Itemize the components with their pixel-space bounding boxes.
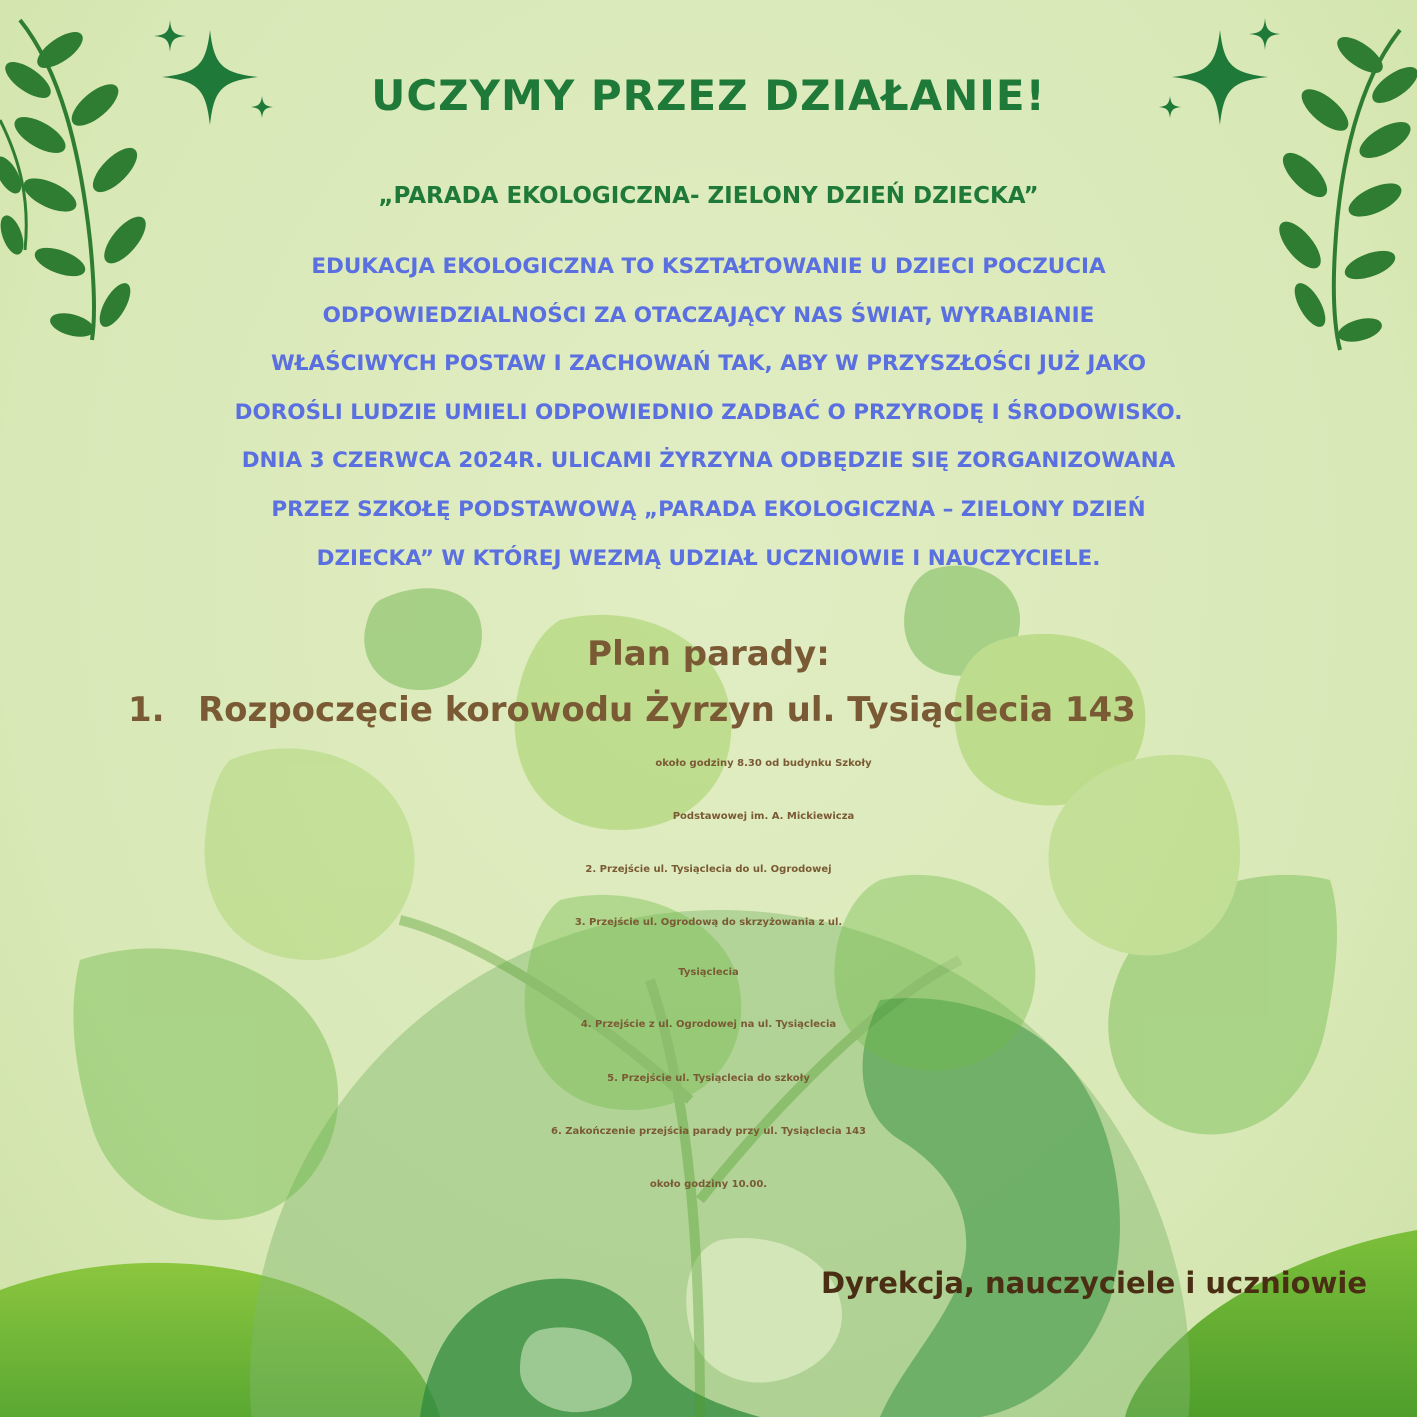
plan-step-line: 4. Przejście z ul. Ogrodowej na ul. Tysiąclecia (580, 1019, 837, 1030)
poster-title: UCZYMY PRZEZ DZIAŁANIE! (371, 71, 1046, 120)
plan-step-line: Tysiąclecia (678, 967, 739, 978)
plan-step-line: Rozpoczęcie korowodu Żyrzyn ul. Tysiąclecia 143 (198, 690, 1136, 730)
plan-step-line: około godziny 8.30 od budynku Szkoły (655, 758, 872, 769)
intro-line: DNIA 3 CZERWCA 2024R. ULICAMI ŻYRZYNA ODBĘDZIE SIĘ ZORGANIZOWANA (241, 448, 1176, 474)
plan-title: Plan parady: (587, 634, 830, 674)
intro-line: WŁAŚCIWYCH POSTAW I ZACHOWAŃ TAK, ABY W PRZYSZŁOŚCI JUŻ JAKO (270, 351, 1147, 377)
plan-step-line: Podstawowej im. A. Mickiewicza (672, 811, 855, 822)
plan-step-number: 1. (128, 690, 165, 730)
plan-step-line: 5. Przejście ul. Tysiąclecia do szkoły (607, 1073, 810, 1084)
intro-line: PRZEZ SZKOŁĘ PODSTAWOWĄ „PARADA EKOLOGICZNA – ZIELONY DZIEŃ (271, 496, 1146, 522)
intro-paragraph (70, 243, 1347, 583)
plan-step-line: około godziny 10.00. (649, 1179, 768, 1190)
plan-step-line: 3. Przejście ul. Ogrodową do skrzyżowania z ul. (574, 917, 843, 928)
poster-subtitle: „PARADA EKOLOGICZNA- ZIELONY DZIEŃ DZIECKA” (378, 183, 1039, 209)
plan-step-line: 2. Przejście ul. Tysiąclecia do ul. Ogrodowej (585, 864, 832, 875)
signature: Dyrekcja, nauczyciele i uczniowie (820, 1266, 1367, 1300)
intro-line: EDUKACJA EKOLOGICZNA TO KSZTAŁTOWANIE U DZIECI POCZUCIA (311, 254, 1106, 279)
intro-line: DOROŚLI LUDZIE UMIELI ODPOWIEDNIO ZADBAĆ O PRZYRODĘ I ŚRODOWISKO. (234, 399, 1183, 425)
intro-line: DZIECKA” W KTÓREJ WEZMĄ UDZIAŁ UCZNIOWIE I NAUCZYCIELE. (316, 545, 1101, 571)
intro-line: ODPOWIEDZIALNOŚCI ZA OTACZAJĄCY NAS ŚWIAT, WYRABIANIE (322, 302, 1095, 328)
plan-step-line: 6. Zakończenie przejścia parady przy ul. Tysiąclecia 143 (551, 1126, 866, 1137)
